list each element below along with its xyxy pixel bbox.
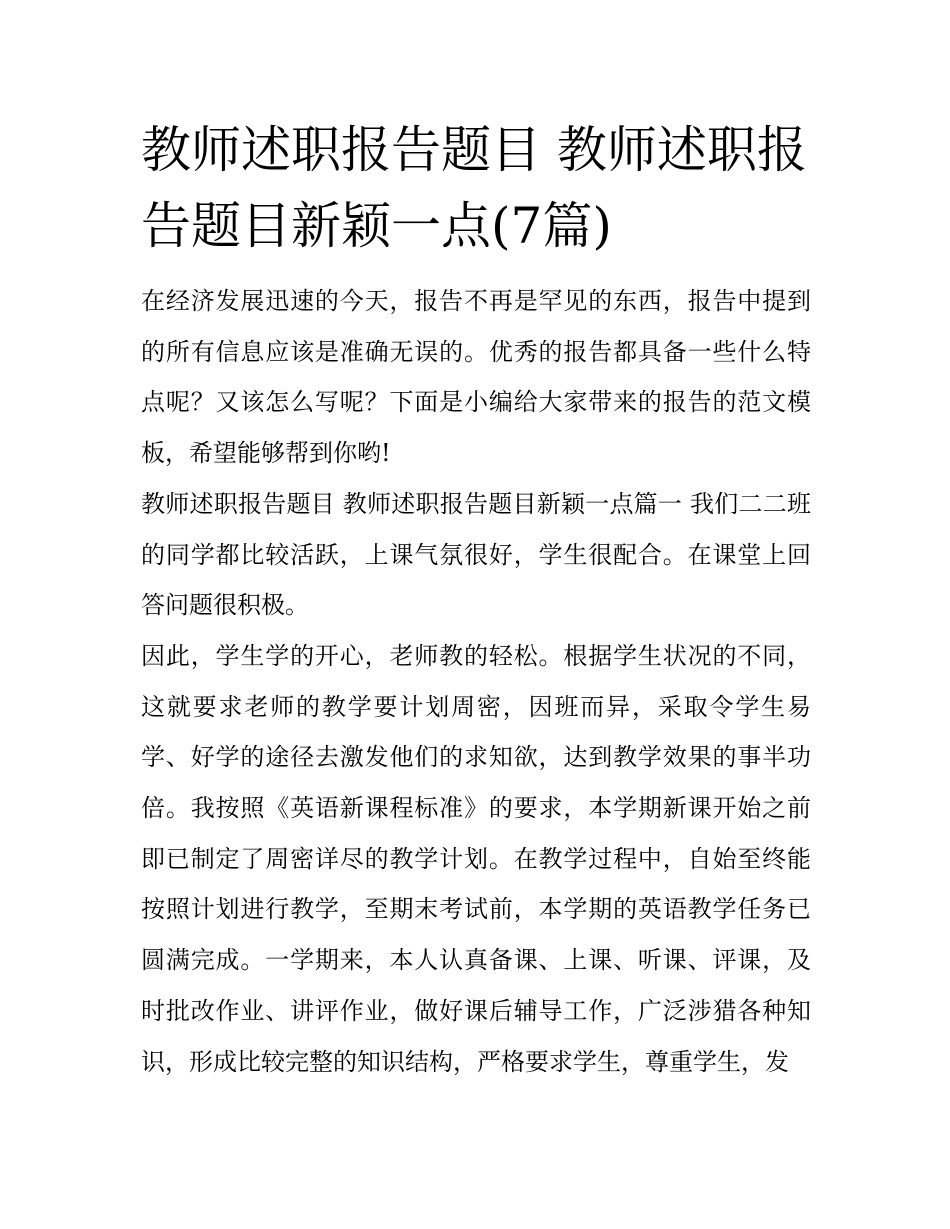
paragraph-section-one: 教师述职报告题目 教师述职报告题目新颖一点篇一 我们二二班的同学都比较活跃，上课气氛很好，学生很配合。在课堂上回答问题很积极。 bbox=[141, 489, 811, 620]
paragraph-teaching: 因此，学生学的开心，老师教的轻松。根据学生状况的不同，这就要求老师的教学要计划周密，因班而异，采取令学生易学、好学的途径去激发他们的求知欲，达到教学效果的事半功倍。我按照《英语新课程标准》的要求，本学期新课开始之前即已制定了周密详尽的教学计划。在教学过程中，自始至终能按照计划进行教学，至期末考试前，本学期的英语教学任务已圆满完成。一学期来，本人认真备课、上课、听课、评课，及时批改作业、讲评作业，做好课后辅导工作，广泛涉猎各种知识，形成比较完整的知识结构，严格要求学生，尊重学生，发 bbox=[141, 641, 811, 1076]
document-body bbox=[141, 276, 811, 1087]
paragraph-intro: 在经济发展迅速的今天，报告不再是罕见的东西，报告中提到的所有信息应该是准确无误的。优秀的报告都具备一些什么特点呢？又该怎么写呢？下面是小编给大家带来的报告的范文模板，希望能够帮到你哟! bbox=[141, 287, 811, 468]
document-title: 教师述职报告题目 教师述职报告题目新颖一点(7篇) bbox=[141, 121, 807, 255]
